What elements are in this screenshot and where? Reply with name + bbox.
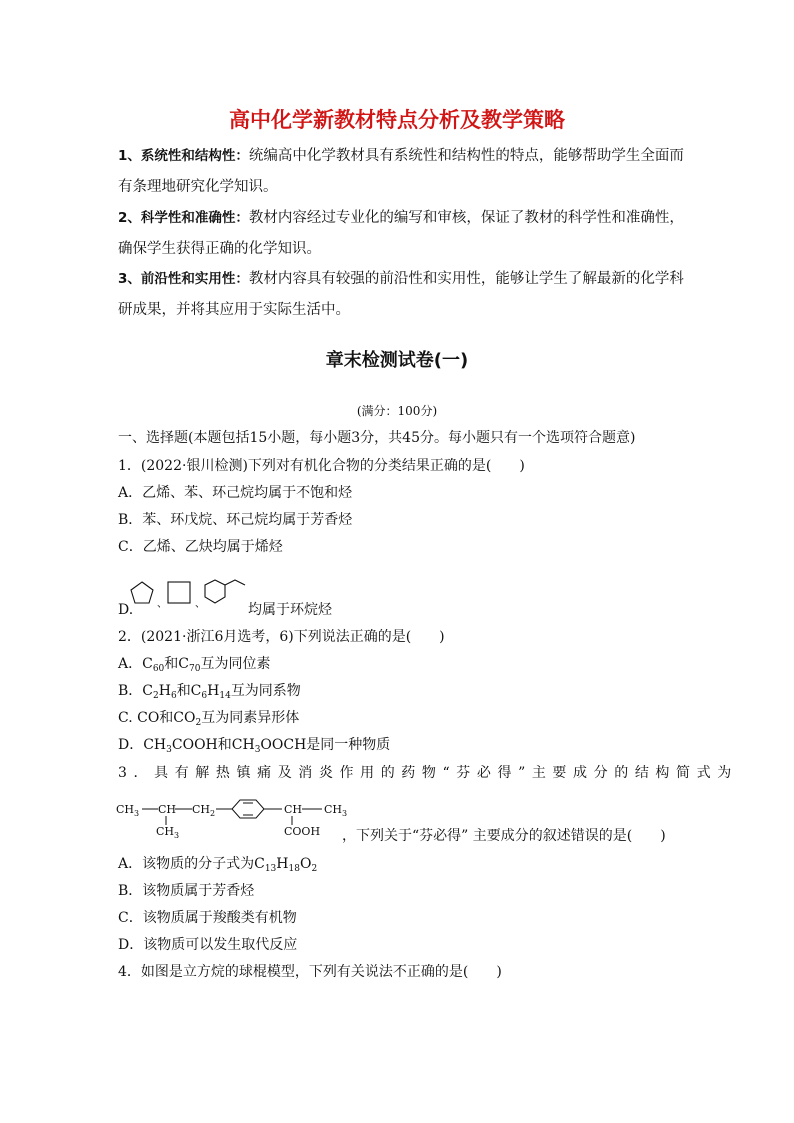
q4-stem: 4．如图是立方烷的球棍模型，下列有关说法不正确的是( ) — [118, 964, 502, 980]
atom-label: CH — [158, 803, 177, 816]
q1-stem: 1．(2022·银川检测)下列对有机化合物的分类结果正确的是( ) — [118, 458, 525, 474]
atom-label: CH — [284, 803, 303, 816]
text: B．C — [118, 683, 153, 699]
intro-text: 教材内容具有较强的前沿性和实用性，能够让学生了解最新的化学科 — [248, 271, 684, 287]
subscript: 2 — [195, 718, 202, 728]
subscript: 3 — [134, 809, 140, 818]
subscript: 13 — [264, 864, 277, 874]
section-heading: 一、选择题(本题包括15小题，每小题3分，共45分。每小题只有一个选项符合题意) — [118, 430, 636, 446]
text: D．CH — [118, 737, 167, 753]
cyclobutane-ring — [168, 582, 190, 603]
text: H — [207, 683, 220, 699]
subscript: 3 — [342, 809, 348, 818]
text: OOCH是同一种物质 — [260, 737, 391, 753]
q3-option-a — [118, 854, 317, 879]
q1-option-d-text: 均属于环烷烃 — [248, 602, 332, 618]
q2-option-c — [118, 708, 299, 733]
atom-label: CH — [324, 803, 343, 816]
text: A．C — [118, 656, 153, 672]
intro-label: 3、前沿性和实用性： — [118, 271, 249, 287]
intro-item-3 — [118, 269, 684, 289]
atom-label: CH — [192, 803, 211, 816]
q1-option-d-label: D. — [118, 602, 134, 618]
text: 和C — [176, 683, 202, 699]
text: 互为同位素 — [200, 656, 271, 672]
text: O — [299, 856, 312, 872]
cyclopentane-ring — [131, 582, 153, 603]
q2-option-a — [118, 654, 270, 679]
separator: 、 — [195, 599, 205, 610]
text: 互为同素异形体 — [201, 710, 300, 726]
text: A．该物质的分子式为C — [118, 856, 265, 872]
q3-stem: 3．具有解热镇痛及消炎作用的药物“芬必得”主要成分的结构简式为 — [118, 765, 738, 781]
svg-text:CH3 — [156, 825, 179, 840]
intro-label: 2、科学性和准确性： — [118, 210, 249, 226]
exam-title: 章末检测试卷(一) — [325, 350, 469, 371]
atom-label: COOH — [284, 825, 321, 838]
subscript: 2 — [210, 809, 216, 818]
text: COOH和CH — [171, 737, 255, 753]
intro-item-2-cont: 确保学生获得正确的化学知识。 — [118, 241, 321, 257]
subscript: 14 — [219, 691, 231, 701]
intro-text: 教材内容经过专业化的编写和审核，保证了教材的科学性和准确性， — [248, 210, 684, 226]
q3-option-d: D．该物质可以发生取代反应 — [118, 937, 298, 953]
atom-label: CH — [116, 803, 135, 816]
atom-label: CH — [156, 825, 175, 838]
q1-option-c: C．乙烯、乙炔均属于烯烃 — [118, 539, 283, 555]
subscript: 3 — [254, 745, 261, 755]
svg-text:CH3 — [324, 803, 347, 818]
subscript: 6 — [170, 691, 177, 701]
intro-item-1-cont: 有条理地研究化学知识。 — [118, 179, 278, 195]
subscript: 3 — [174, 831, 180, 840]
cyclohexane-ring — [205, 580, 225, 603]
q2-stem: 2．(2021·浙江6月选考，6)下列说法正确的是( ) — [118, 629, 445, 645]
page-title: 高中化学新教材特点分析及教学策略 — [229, 108, 565, 132]
subscript: 70 — [189, 664, 201, 674]
q1-option-a: A．乙烯、苯、环己烷均属于不饱和烃 — [118, 485, 353, 501]
intro-item-1 — [118, 146, 684, 166]
ethyl-substituent — [225, 580, 245, 585]
intro-item-3-cont: 研成果，并将其应用于实际生活中。 — [118, 302, 350, 318]
subscript: 2 — [311, 864, 318, 874]
intro-item-2 — [118, 208, 684, 228]
svg-text:CH2 — [192, 803, 215, 818]
cycloalkane-structures — [128, 576, 252, 610]
q2-option-d — [118, 735, 390, 760]
text: H — [158, 683, 171, 699]
text: 互为同系物 — [230, 683, 301, 699]
subscript: 60 — [152, 664, 165, 674]
text: 和C — [164, 656, 189, 672]
subscript: 2 — [153, 691, 159, 701]
separator: 、 — [157, 599, 167, 610]
svg-text:CH3 — [116, 803, 139, 818]
subscript: 3 — [166, 745, 172, 755]
q3-option-c: C．该物质属于羧酸类有机物 — [118, 910, 297, 926]
ibuprofen-structure — [116, 788, 348, 842]
subscript: 18 — [288, 864, 300, 874]
q1-option-b: B．苯、环戊烷、环己烷均属于芳香烃 — [118, 512, 353, 528]
full-score: (满分：100分) — [356, 404, 438, 418]
subscript: 6 — [201, 691, 208, 701]
q3-option-b: B．该物质属于芳香烃 — [118, 883, 255, 899]
q3-stem-tail: ，下列关于“芬必得” 主要成分的叙述错误的是( ) — [342, 828, 666, 844]
text: C. CO和CO — [118, 710, 196, 726]
q2-option-b — [118, 681, 301, 706]
intro-text: 统编高中化学教材具有系统性和结构性的特点，能够帮助学生全面而 — [248, 148, 684, 164]
intro-label: 1、系统性和结构性： — [118, 148, 249, 164]
text: H — [276, 856, 289, 872]
